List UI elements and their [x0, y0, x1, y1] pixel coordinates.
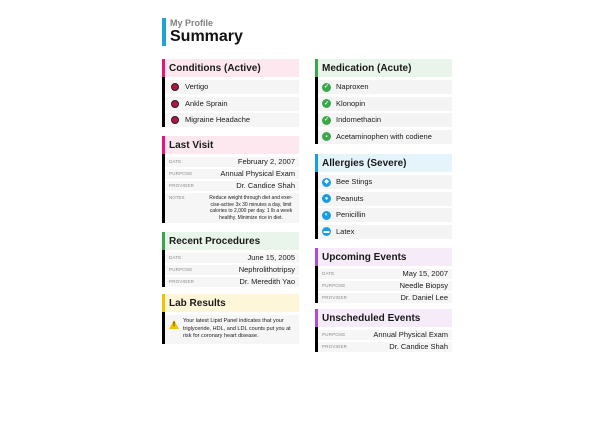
- allergy-item[interactable]: ▬ Latex: [318, 225, 452, 239]
- upcoming-events-title: Upcoming Events: [315, 248, 452, 266]
- condition-item[interactable]: Vertigo: [165, 80, 299, 94]
- page-header: [162, 18, 243, 46]
- recent-procedures-card: [162, 232, 299, 289]
- unscheduled-provider-row: PROVIDER Dr. Candice Shah: [318, 342, 452, 352]
- medication-title: Medication (Acute): [315, 59, 452, 77]
- last-visit-notes-row: NOTES Reduce weight through diet and exer-cise-active 3x 30 minutes a day, limit calories to 2,000 per day. 1 lb a week healthy. Minimize rice in diet.: [165, 193, 299, 223]
- unscheduled-events-card: [315, 309, 452, 354]
- pill-icon: ✓: [323, 117, 330, 123]
- condition-item[interactable]: Migraine Headache: [165, 113, 299, 127]
- bottle-icon: ▪: [322, 132, 331, 141]
- medication-card: [315, 59, 452, 146]
- procedure-date-row: DATE June 15, 2005: [165, 253, 299, 263]
- bee-icon: ◆: [322, 178, 331, 187]
- medication-item[interactable]: ✓ Indomethacin: [318, 113, 452, 127]
- condition-item[interactable]: Ankle Sprain: [165, 97, 299, 111]
- last-visit-title: Last Visit: [162, 136, 299, 154]
- allergy-item[interactable]: ◆ Bee Stings: [318, 175, 452, 189]
- lab-results-card: [162, 294, 299, 344]
- last-visit-purpose-row: PURPOSE Annual Physical Exam: [165, 169, 299, 179]
- lab-result-message[interactable]: ! Your latest Lipid Panel indicates that your triglyceride, HDL, and LDL counts put you at risk for coronary heart disease.: [165, 315, 299, 344]
- recent-procedures-title: Recent Procedures: [162, 232, 299, 250]
- procedure-provider-row: PROVIDER Dr. Meredith Yao: [165, 277, 299, 287]
- last-visit-provider-row: PROVIDER Dr. Candice Shah: [165, 181, 299, 191]
- allergies-title: Allergies (Severe): [315, 154, 452, 172]
- upcoming-events-card: [315, 248, 452, 305]
- bullet-icon: [171, 83, 179, 91]
- pill-icon: ✓: [323, 84, 330, 90]
- upcoming-provider-row: PROVIDER Dr. Daniel Lee: [318, 293, 452, 303]
- allergy-item[interactable]: ◐ Penicillin: [318, 208, 452, 222]
- unscheduled-purpose-row: PURPOSE Annual Physical Exam: [318, 330, 452, 340]
- allergies-card: [315, 154, 452, 241]
- pill-icon: ✓: [323, 100, 330, 107]
- peanut-icon: ●: [322, 194, 331, 203]
- warning-icon: !: [169, 320, 179, 329]
- pill-icon: ◐: [322, 211, 331, 220]
- unscheduled-events-title: Unscheduled Events: [315, 309, 452, 327]
- medication-item[interactable]: ✓ Naproxen: [318, 80, 452, 94]
- medication-item[interactable]: ▪ Acetaminophen with codiene: [318, 130, 452, 144]
- last-visit-date-row: DATE February 2, 2007: [165, 157, 299, 167]
- allergy-item[interactable]: ● Peanuts: [318, 192, 452, 206]
- upcoming-date-row: DATE May 15, 2007: [318, 269, 452, 279]
- page-title: Summary: [170, 28, 243, 45]
- procedure-purpose-row: PURPOSE Nephrolithotripsy: [165, 265, 299, 275]
- glove-icon: ▬: [323, 228, 330, 235]
- conditions-card: [162, 59, 299, 130]
- bullet-icon: [171, 100, 179, 108]
- conditions-title: Conditions (Active): [162, 59, 299, 77]
- last-visit-card: [162, 136, 299, 223]
- bullet-icon: [171, 116, 179, 124]
- upcoming-purpose-row: PURPOSE Needle Biopsy: [318, 281, 452, 291]
- page-subtitle: My Profile: [170, 18, 214, 28]
- lab-results-title: Lab Results: [162, 294, 299, 312]
- medication-item[interactable]: ✓ Klonopin: [318, 97, 452, 111]
